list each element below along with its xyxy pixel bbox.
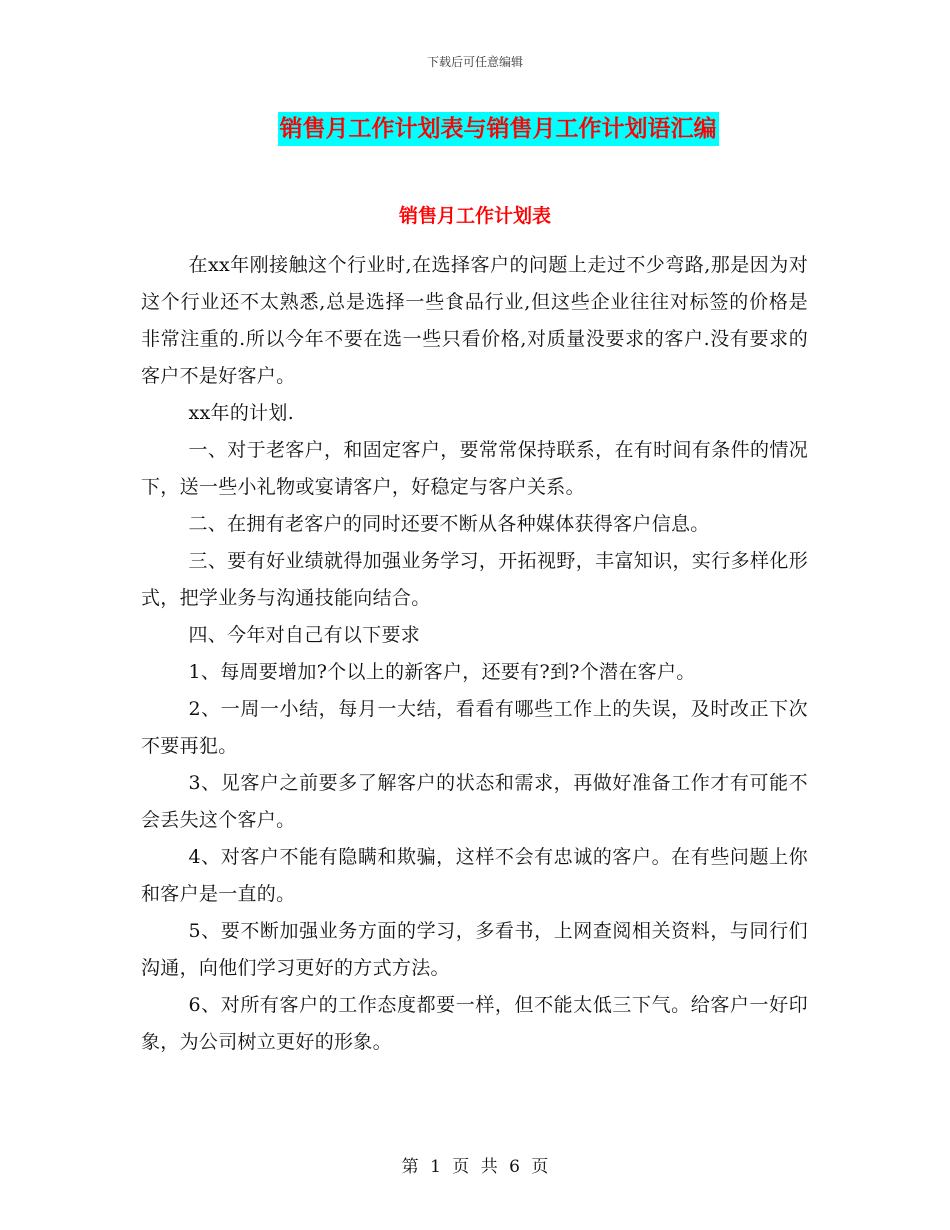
paragraph-plan-heading: xx年的计划. <box>188 402 295 424</box>
paragraph-requirement-6: 6、对所有客户的工作态度都要一样，但不能太低三下气。给客户一好印象，为公司树立更好的形象。 <box>141 994 808 1053</box>
paragraph-requirement-2: 2、一周一小结，每月一大结，看看有哪些工作上的失误，及时改正下次不要再犯。 <box>141 698 808 757</box>
paragraph-requirement-3: 3、见客户之前要多了解客户的状态和需求，再做好准备工作才有可能不会丢失这个客户。 <box>141 772 808 831</box>
paragraph-requirement-1: 1、每周要增加?个以上的新客户，还要有?到?个潜在客户。 <box>188 661 696 683</box>
paragraph-item-4: 四、今年对自己有以下要求 <box>188 624 421 646</box>
main-title-container <box>0 112 950 146</box>
paragraph-requirement-5: 5、要不断加强业务方面的学习，多看书，上网查阅相关资料，与同行们沟通，向他们学习更好的方式方法。 <box>141 920 808 979</box>
header-note: 下载后可任意编辑 <box>426 55 523 69</box>
paragraph-item-1: 一、对于老客户，和固定客户，要常常保持联系，在有时间有条件的情况下，送一些小礼物或宴请客户，好稳定与客户关系。 <box>141 439 808 498</box>
paragraph-requirement-4: 4、对客户不能有隐瞒和欺骗，这样不会有忠诚的客户。在有些问题上你和客户是一直的。 <box>141 846 808 905</box>
paragraph-item-2: 二、在拥有老客户的同时还要不断从各种媒体获得客户信息。 <box>188 513 710 535</box>
paragraph-intro: 在xx年刚接触这个行业时,在选择客户的问题上走过不少弯路,那是因为对这个行业还不太熟悉,总是选择一些食品行业,但这些企业往往对标签的价格是非常注重的.所以今年不要在选一些只看价格,对质量没要求的客户.没有要求的客户不是好客户。 <box>141 254 808 387</box>
section-title: 销售月工作计划表 <box>398 205 551 227</box>
page-number-footer: 第 1 页 共 6 页 <box>401 1157 549 1177</box>
document-body <box>141 247 808 1061</box>
document-title: 销售月工作计划表与销售月工作计划语汇编 <box>278 112 719 146</box>
paragraph-item-3: 三、要有好业绩就得加强业务学习，开拓视野，丰富知识，实行多样化形式，把学业务与沟通技能向结合。 <box>141 550 808 609</box>
